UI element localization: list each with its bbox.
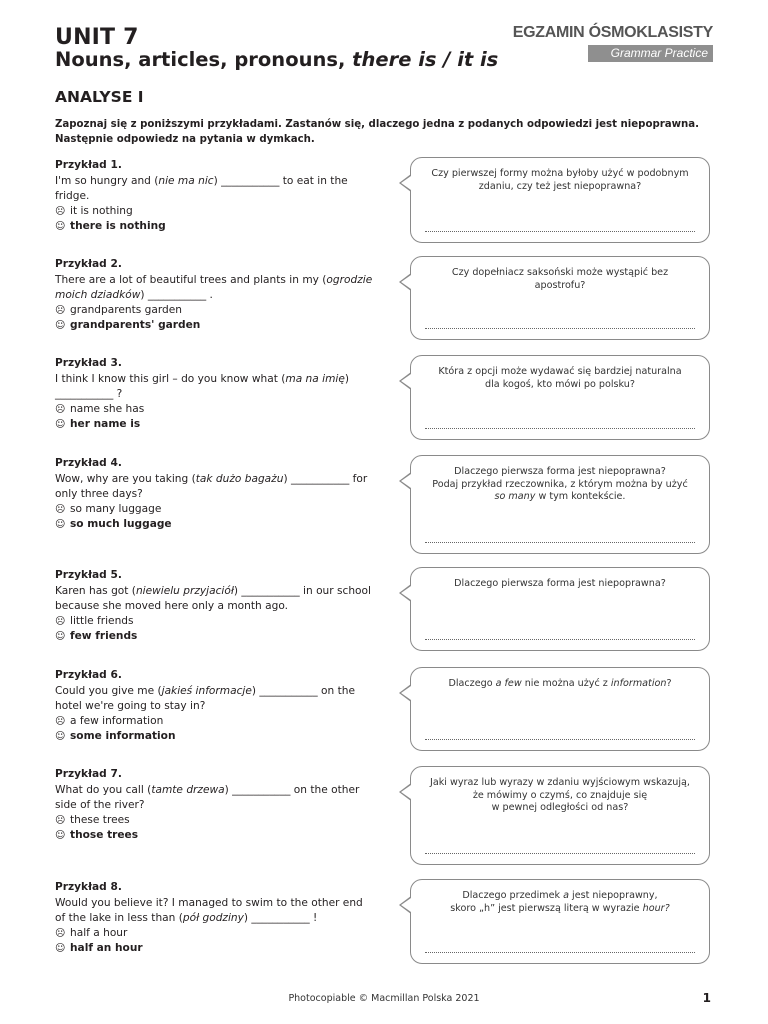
sentence-end: ) ___________ on the other side of the river? xyxy=(55,784,360,811)
sad-face-icon: ☹ xyxy=(55,504,66,515)
polish-hint: niewielu przyjaciół xyxy=(135,585,234,597)
wrong-option-text: a few information xyxy=(70,715,164,727)
correct-option xyxy=(55,941,375,956)
wrong-option xyxy=(55,614,375,629)
section-heading: ANALYSE I xyxy=(55,88,144,106)
correct-option xyxy=(55,517,375,532)
bubble-question xyxy=(429,366,691,391)
polish-hint: ogrodzie moich dziadków xyxy=(55,274,373,301)
wrong-option-text: these trees xyxy=(70,814,130,826)
example-block xyxy=(55,880,375,956)
polish-hint: tak dużo bagażu xyxy=(195,473,284,485)
sad-face-icon: ☹ xyxy=(55,716,66,727)
correct-option xyxy=(55,417,375,432)
question-bubble xyxy=(410,455,710,554)
correct-option-text: grandparents' garden xyxy=(70,319,201,331)
correct-option-text: so much luggage xyxy=(70,518,172,530)
sad-face-icon: ☹ xyxy=(55,616,66,627)
correct-option-text: some information xyxy=(70,730,176,742)
sentence-end: ) ___________ ? xyxy=(55,373,349,400)
sentence-end: ) ___________ to eat in the fridge. xyxy=(55,175,348,202)
example-sentence xyxy=(55,584,375,614)
question-bubble xyxy=(410,157,710,243)
question-bubble xyxy=(410,355,710,440)
sentence-end: ) ___________ in our school because she moved here only a month ago. xyxy=(55,585,371,612)
happy-face-icon: ☺ xyxy=(55,830,66,841)
happy-face-icon: ☺ xyxy=(55,221,66,232)
wrong-option xyxy=(55,926,375,941)
question-bubble xyxy=(410,667,710,751)
polish-hint: nie ma nic xyxy=(158,175,214,187)
example-sentence xyxy=(55,273,375,303)
answer-line[interactable] xyxy=(425,542,695,543)
happy-face-icon: ☺ xyxy=(55,631,66,642)
sentence-end: ) ___________ . xyxy=(140,289,213,301)
example-block xyxy=(55,257,375,333)
wrong-option-text: so many luggage xyxy=(70,503,162,515)
happy-face-icon: ☺ xyxy=(55,943,66,954)
question-italic: so many xyxy=(494,491,536,502)
page-title xyxy=(55,48,498,71)
answer-line[interactable] xyxy=(425,739,695,740)
happy-face-icon: ☺ xyxy=(55,731,66,742)
title-plain: Nouns, articles, pronouns, xyxy=(55,48,353,71)
question-text: Czy pierwszej formy można byłoby użyć w podobnym zdaniu, czy też jest niepoprawna? xyxy=(431,168,689,192)
question-text: Dlaczego pierwsza forma jest niepoprawna? xyxy=(454,578,666,589)
question-text: Dlaczego pierwsza forma jest niepoprawna? Podaj przykład rzeczownika, z którym można by użyć xyxy=(432,466,688,490)
bubble-question xyxy=(429,890,691,915)
correct-option xyxy=(55,729,375,744)
example-block xyxy=(55,767,375,843)
question-text: Dlaczego xyxy=(448,678,496,689)
answer-line[interactable] xyxy=(425,328,695,329)
title-italic: there is / it is xyxy=(352,48,499,71)
example-heading: Przykład 4. xyxy=(55,457,122,469)
sad-face-icon: ☹ xyxy=(55,305,66,316)
answer-line[interactable] xyxy=(425,428,695,429)
example-heading: Przykład 1. xyxy=(55,159,122,171)
correct-option-text: half an hour xyxy=(70,942,143,954)
example-heading: Przykład 3. xyxy=(55,357,122,369)
question-text: Jaki wyraz lub wyrazy w zdaniu wyjściowym wskazują, że mówimy o czymś, co znajduje się w pewnej odległości od nas? xyxy=(430,777,690,813)
wrong-option xyxy=(55,402,375,417)
polish-hint: ma na imię xyxy=(285,373,345,385)
answer-line[interactable] xyxy=(425,231,695,232)
example-sentence xyxy=(55,174,375,204)
question-italic: hour? xyxy=(642,902,670,914)
question-text: Dlaczego przedimek xyxy=(462,890,564,901)
sad-face-icon: ☹ xyxy=(55,928,66,939)
bubble-question xyxy=(429,578,691,591)
wrong-option-text: grandparents garden xyxy=(70,304,182,316)
sentence-start: Would you believe it? I managed to swim to the other end of the lake in less than ( xyxy=(55,897,363,924)
example-sentence xyxy=(55,472,375,502)
correct-option xyxy=(55,828,375,843)
bubble-question xyxy=(429,267,691,292)
question-italic: a few xyxy=(495,678,522,689)
brand-name: EGZAMIN ÓSMOKLASISTY xyxy=(512,24,713,41)
footer-copyright: Photocopiable © Macmillan Polska 2021 xyxy=(288,993,480,1004)
wrong-option xyxy=(55,204,375,219)
happy-face-icon: ☺ xyxy=(55,320,66,331)
sad-face-icon: ☹ xyxy=(55,206,66,217)
polish-hint: pół godziny xyxy=(182,912,244,924)
example-block xyxy=(55,456,375,532)
example-sentence xyxy=(55,896,375,926)
answer-line[interactable] xyxy=(425,952,695,953)
sentence-start: I'm so hungry and ( xyxy=(55,175,159,187)
correct-option-text: there is nothing xyxy=(70,220,166,232)
example-block xyxy=(55,568,375,644)
example-block xyxy=(55,158,375,234)
polish-hint: tamte drzewa xyxy=(151,784,225,796)
happy-face-icon: ☺ xyxy=(55,419,66,430)
brand-block xyxy=(483,24,713,62)
example-heading: Przykład 5. xyxy=(55,569,122,581)
wrong-option xyxy=(55,714,375,729)
instructions: Zapoznaj się z poniższymi przykładami. Zastanów się, dlaczego jedna z podanych odpowiedzi jest niepoprawna. Następnie odpowiedz na pytania w dymkach. xyxy=(55,119,700,145)
example-sentence xyxy=(55,372,375,402)
sad-face-icon: ☹ xyxy=(55,815,66,826)
polish-hint: jakieś informacje xyxy=(161,685,252,697)
wrong-option xyxy=(55,813,375,828)
correct-option-text: those trees xyxy=(70,829,139,841)
sentence-start: There are a lot of beautiful trees and plants in my ( xyxy=(55,274,327,286)
answer-line[interactable] xyxy=(425,639,695,640)
sad-face-icon: ☹ xyxy=(55,404,66,415)
wrong-option-text: little friends xyxy=(70,615,134,627)
wrong-option-text: name she has xyxy=(70,403,145,415)
example-heading: Przykład 2. xyxy=(55,258,122,270)
bubble-question xyxy=(429,466,691,504)
correct-option xyxy=(55,318,375,333)
brand-subtitle: Grammar Practice xyxy=(588,45,713,62)
example-block xyxy=(55,356,375,432)
question-bubble xyxy=(410,766,710,865)
question-text: ? xyxy=(666,678,672,689)
question-italic: information xyxy=(610,678,667,689)
sentence-end: ) ___________ for only three days? xyxy=(55,473,368,500)
example-heading: Przykład 6. xyxy=(55,669,122,681)
sentence-end: ) ___________ on the hotel we're going to stay in? xyxy=(55,685,355,712)
wrong-option xyxy=(55,502,375,517)
question-bubble xyxy=(410,879,710,964)
question-text: nie można użyć z xyxy=(521,678,611,689)
question-text: jest niepoprawny, skoro „h” jest pierwszą literą w wyrazie xyxy=(450,890,658,914)
wrong-option xyxy=(55,303,375,318)
question-text: w tym kontekście. xyxy=(535,491,626,502)
sentence-start: What do you call ( xyxy=(55,784,152,796)
example-sentence xyxy=(55,783,375,813)
sentence-start: I think I know this girl – do you know what ( xyxy=(55,373,286,385)
question-italic: a xyxy=(563,890,569,901)
correct-option-text: her name is xyxy=(70,418,141,430)
example-heading: Przykład 8. xyxy=(55,881,122,893)
question-text: Czy dopełniacz saksoński może wystąpić bez apostrofu? xyxy=(451,267,669,291)
example-sentence xyxy=(55,684,375,714)
wrong-option-text: half a hour xyxy=(70,927,128,939)
correct-option xyxy=(55,629,375,644)
example-heading: Przykład 7. xyxy=(55,768,122,780)
correct-option xyxy=(55,219,375,234)
page-number: 1 xyxy=(702,991,711,1005)
question-bubble xyxy=(410,567,710,651)
example-block xyxy=(55,668,375,744)
bubble-question xyxy=(429,168,691,193)
unit-heading: UNIT 7 xyxy=(55,25,139,50)
sentence-start: Wow, why are you taking ( xyxy=(55,473,196,485)
sentence-start: Could you give me ( xyxy=(55,685,162,697)
question-text: Która z opcji może wydawać się bardziej naturalna dla kogoś, kto mówi po polsku? xyxy=(438,366,682,390)
happy-face-icon: ☺ xyxy=(55,519,66,530)
correct-option-text: few friends xyxy=(70,630,138,642)
bubble-question xyxy=(429,777,691,815)
bubble-question xyxy=(429,678,691,691)
answer-line[interactable] xyxy=(425,853,695,854)
question-bubble xyxy=(410,256,710,340)
wrong-option-text: it is nothing xyxy=(70,205,133,217)
sentence-start: Karen has got ( xyxy=(55,585,136,597)
sentence-end: ) ___________ ! xyxy=(243,912,318,924)
